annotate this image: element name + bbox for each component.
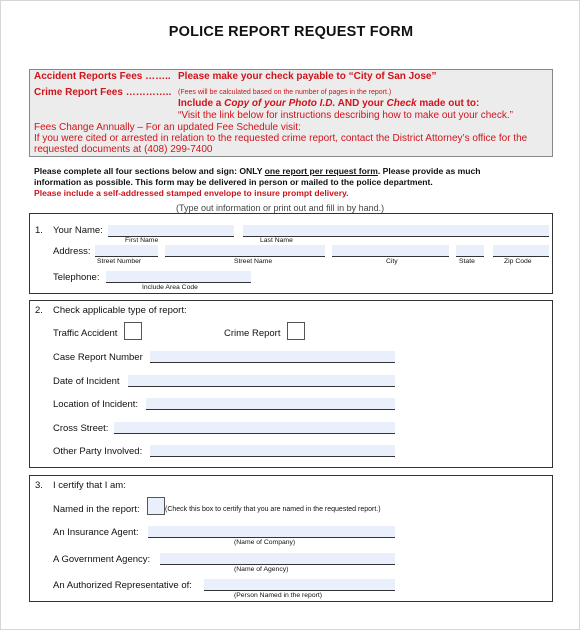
named-in-report-note: (Check this box to certify that you are named in the requested report.) [165, 506, 381, 513]
agency-caption: (Name of Agency) [234, 566, 289, 573]
company-caption: (Name of Company) [234, 539, 296, 546]
other-party-field[interactable] [150, 445, 395, 456]
cross-street-field[interactable] [114, 422, 395, 433]
first-name-caption: First Name [125, 237, 159, 244]
street-number-field[interactable] [95, 245, 158, 256]
section-2-report-type [29, 300, 553, 468]
other-party-line [150, 456, 395, 457]
other-party-label: Other Party Involved: [53, 446, 143, 457]
date-of-incident-field[interactable] [128, 375, 395, 386]
city-line [332, 256, 449, 257]
city-field[interactable] [332, 245, 449, 256]
street-number-caption: Street Number [97, 258, 142, 265]
section-3-certification [29, 475, 553, 602]
accident-fees-text: Please make your check payable to “City of San Jose” [178, 71, 437, 82]
insurance-agent-label: An Insurance Agent: [53, 527, 139, 538]
zip-line [493, 256, 549, 257]
last-name-caption: Last Name [260, 237, 293, 244]
section-1-number: 1. [35, 225, 43, 236]
street-name-field[interactable] [165, 245, 325, 256]
form-title: POLICE REPORT REQUEST FORM [168, 24, 414, 40]
cited-text-line1: If you were cited or arrested in relation to the requested crime report, contact the District Attorney’s office for the [34, 133, 528, 144]
location-label: Location of Incident: [53, 399, 139, 410]
first-name-field[interactable] [108, 225, 234, 236]
cross-street-label: Cross Street: [53, 423, 109, 434]
state-line [456, 256, 484, 257]
street-name-line [165, 256, 325, 257]
fees-box [29, 69, 553, 157]
your-name-label: Your Name: [53, 225, 103, 236]
case-number-label: Case Report Number [53, 352, 143, 363]
crime-fees-note: (Fees will be calculated based on the number of pages in the report.) [178, 89, 392, 96]
telephone-field[interactable] [106, 271, 251, 282]
state-field[interactable] [456, 245, 484, 256]
zip-caption: Zip Code [504, 258, 532, 265]
cited-text-line2: requested documents at (408) 299-7400 [34, 144, 213, 155]
authorized-representative-label: An Authorized Representative of: [53, 580, 192, 591]
government-agency-line [160, 564, 395, 565]
location-line [146, 409, 395, 410]
street-number-line [95, 256, 158, 257]
crime-report-checkbox[interactable] [287, 322, 305, 340]
insurance-agent-field[interactable] [148, 526, 395, 537]
cross-street-line [114, 433, 395, 434]
location-field[interactable] [146, 398, 395, 409]
area-code-caption: Include Area Code [142, 284, 198, 291]
section-2-number: 2. [35, 305, 43, 316]
person-caption: (Person Named in the report) [234, 592, 323, 599]
zip-field[interactable] [493, 245, 549, 256]
authorized-representative-field[interactable] [204, 579, 395, 590]
named-in-report-label: Named in the report: [53, 504, 140, 515]
state-caption: State [459, 258, 475, 265]
accident-fees-label: Accident Reports Fees …….. [34, 71, 171, 82]
traffic-accident-checkbox[interactable] [124, 322, 142, 340]
date-of-incident-label: Date of Incident [53, 376, 120, 387]
section-3-heading: I certify that I am: [53, 480, 126, 491]
case-number-line [150, 362, 395, 363]
include-instruction: Include a Copy of your Photo I.D. AND your Check made out to: [178, 98, 480, 109]
section-1-contact [29, 213, 553, 294]
date-of-incident-line [128, 386, 395, 387]
traffic-accident-label: Traffic Accident [53, 328, 118, 339]
instructions-line3: Please include a self-addressed stamped envelope to insure prompt delivery. [34, 188, 349, 198]
city-caption: City [386, 258, 398, 265]
last-name-field[interactable] [243, 225, 549, 236]
telephone-line [106, 282, 251, 283]
case-number-field[interactable] [150, 351, 395, 362]
address-label: Address: [53, 246, 91, 257]
government-agency-label: A Government Agency: [53, 554, 151, 565]
section-3-number: 3. [35, 480, 43, 491]
instructions-line2: information as possible. This form may be delivered in person or mailed to the police department. [34, 177, 433, 187]
telephone-label: Telephone: [53, 272, 100, 283]
type-out-note: (Type out information or print out and fill in by hand.) [176, 203, 385, 213]
visit-link-instruction: “Visit the link below for instructions describing how to make out your check.” [178, 110, 513, 121]
authorized-representative-line [204, 590, 395, 591]
fees-change-text: Fees Change Annually – For an updated Fee Schedule visit: [34, 122, 301, 133]
street-name-caption: Street Name [234, 258, 273, 265]
named-in-report-checkbox[interactable] [147, 497, 165, 515]
crime-fees-label: Crime Report Fees ………….. [34, 87, 172, 98]
insurance-agent-line [148, 537, 395, 538]
crime-report-label: Crime Report [224, 328, 281, 339]
section-2-heading: Check applicable type of report: [53, 305, 187, 316]
instructions-line1: Please complete all four sections below and sign: ONLY one report per request form. Please provide as much [34, 166, 481, 176]
government-agency-field[interactable] [160, 553, 395, 564]
